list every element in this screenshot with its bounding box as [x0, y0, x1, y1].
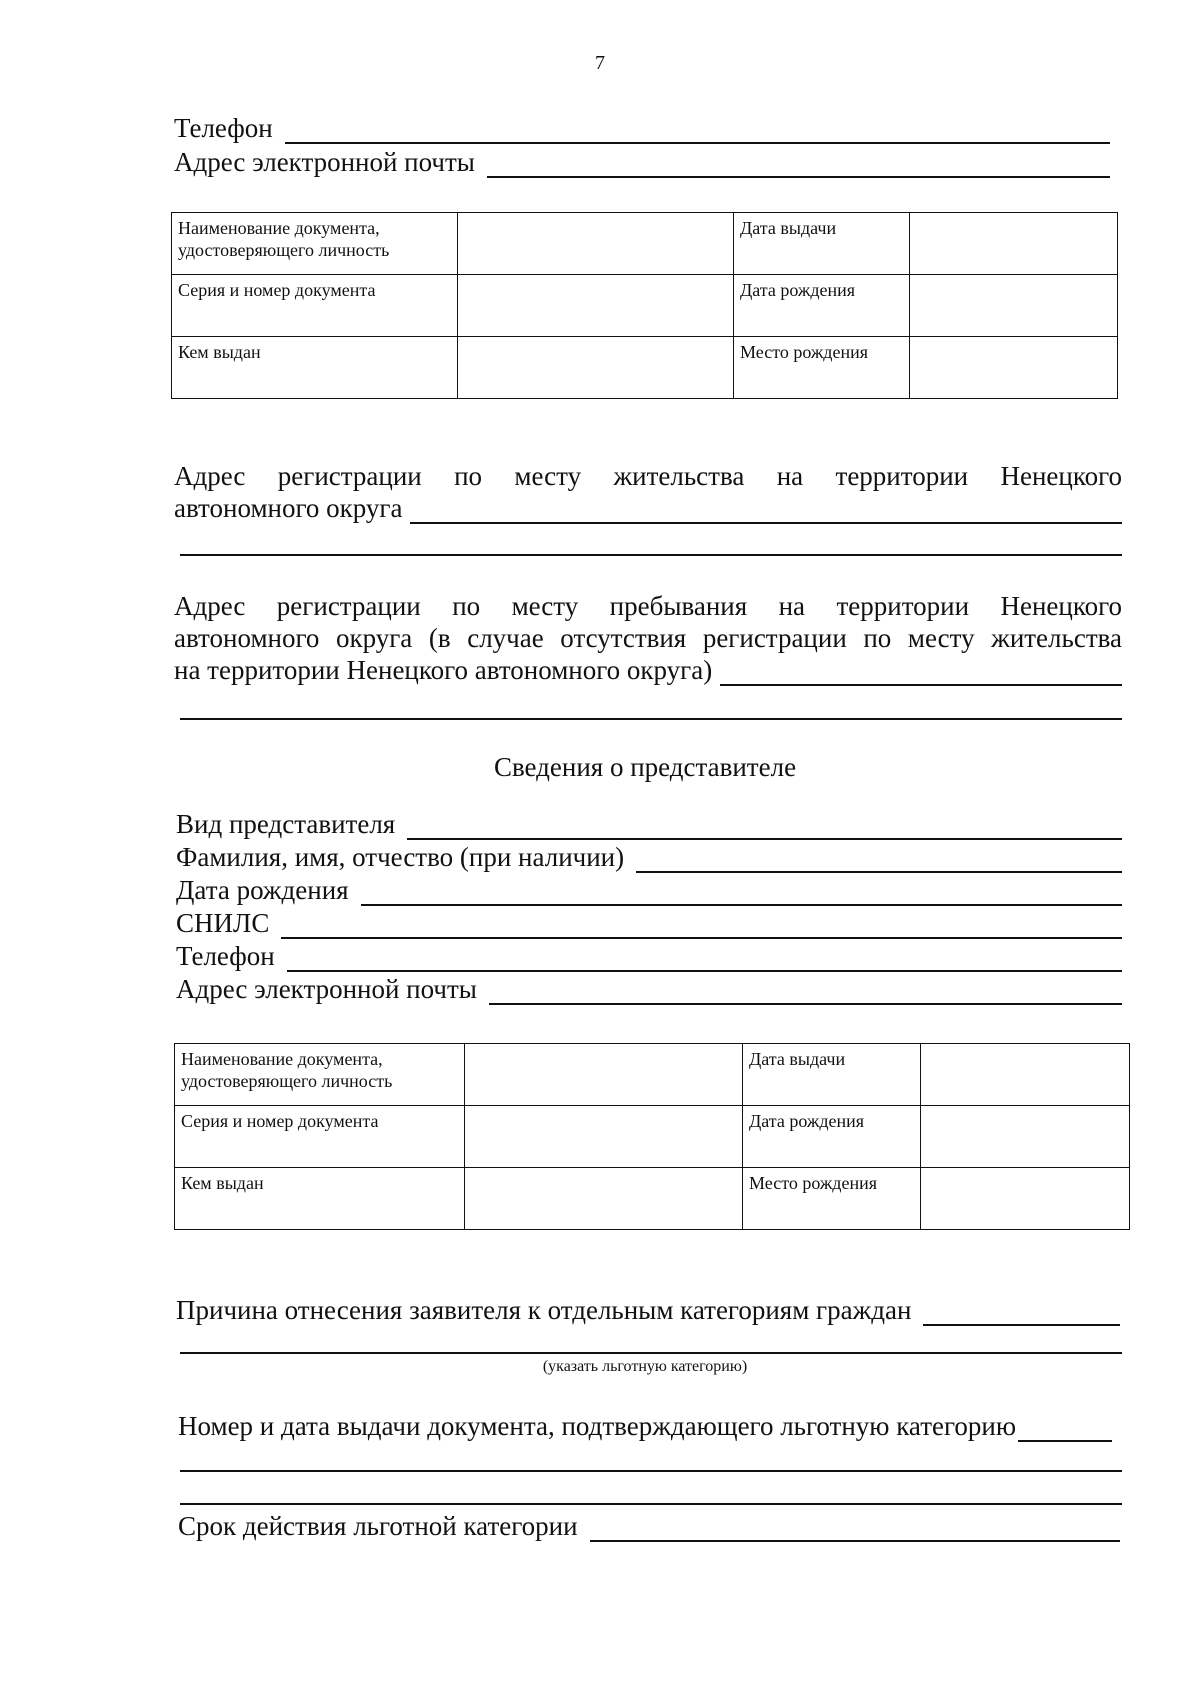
representative-email-label: Адрес электронной почты — [176, 974, 477, 1004]
applicant-phone-line[interactable] — [285, 120, 1110, 144]
category-reason-hint: (указать льготную категорию) — [542, 1358, 748, 1375]
representative-birth-field[interactable] — [176, 874, 1122, 906]
stay-address-line1: Адрес регистрации по месту пребывания на территории Ненецкого — [174, 591, 1122, 621]
table-cell-input[interactable] — [910, 213, 1118, 275]
representative-snils-label: СНИЛС — [176, 908, 270, 938]
table-cell-input[interactable] — [921, 1168, 1130, 1230]
table-cell-label: Дата выдачи — [743, 1044, 921, 1106]
applicant-email-line[interactable] — [487, 154, 1110, 178]
representative-type-label: Вид представителя — [176, 809, 396, 839]
representative-snils-field[interactable] — [176, 907, 1122, 939]
representative-type-field[interactable] — [176, 808, 1122, 840]
table-cell-input[interactable] — [458, 337, 734, 399]
category-doc-field[interactable] — [178, 1410, 1112, 1442]
category-doc-continuation-line-1[interactable] — [180, 1470, 1122, 1472]
applicant-email-label: Адрес электронной почты — [174, 147, 475, 177]
residence-address-continuation-line[interactable] — [180, 554, 1122, 556]
category-reason-line[interactable] — [923, 1302, 1120, 1326]
table-cell-label: Наименование документа, удостоверяющего личность — [175, 1044, 465, 1106]
table-cell-label: Дата рождения — [734, 275, 910, 337]
representative-type-line[interactable] — [407, 816, 1122, 840]
table-cell-label: Дата выдачи — [734, 213, 910, 275]
residence-address-line2: автономного округа — [174, 493, 403, 523]
table-cell-label: Кем выдан — [175, 1168, 465, 1230]
table-cell-input[interactable] — [465, 1106, 743, 1168]
table-cell-label: Наименование документа, удостоверяющего личность — [172, 213, 458, 275]
applicant-email-field[interactable] — [174, 146, 1110, 178]
table-cell-input[interactable] — [458, 275, 734, 337]
table-row — [175, 1044, 1130, 1106]
category-reason-label: Причина отнесения заявителя к отдельным категориям граждан — [176, 1295, 912, 1325]
table-cell-input[interactable] — [458, 213, 734, 275]
table-row — [175, 1106, 1130, 1168]
category-validity-line[interactable] — [590, 1518, 1120, 1542]
table-row — [172, 337, 1118, 399]
category-reason-continuation-line[interactable] — [180, 1352, 1122, 1354]
applicant-phone-field[interactable] — [174, 112, 1110, 144]
page-number: 7 — [595, 52, 605, 74]
table-cell-label: Серия и номер документа — [175, 1106, 465, 1168]
category-doc-line[interactable] — [1018, 1418, 1112, 1442]
category-validity-field[interactable] — [178, 1510, 1120, 1542]
stay-address-continuation-line[interactable] — [180, 718, 1122, 720]
category-reason-field[interactable] — [176, 1294, 1120, 1326]
table-cell-label: Место рождения — [734, 337, 910, 399]
applicant-id-table — [171, 212, 1118, 399]
residence-address-row[interactable] — [174, 492, 1122, 524]
representative-phone-field[interactable] — [176, 940, 1122, 972]
table-cell-input[interactable] — [921, 1106, 1130, 1168]
representative-snils-line[interactable] — [281, 915, 1122, 939]
representative-id-table — [174, 1043, 1130, 1230]
residence-address-input-line[interactable] — [410, 500, 1122, 524]
table-cell-label: Кем выдан — [172, 337, 458, 399]
stay-address-input-line[interactable] — [720, 662, 1122, 686]
residence-address-line1: Адрес регистрации по месту жительства на территории Ненецкого — [174, 461, 1122, 491]
table-cell-label: Дата рождения — [743, 1106, 921, 1168]
table-row — [172, 213, 1118, 275]
representative-phone-label: Телефон — [176, 941, 275, 971]
representative-name-field[interactable] — [176, 841, 1122, 873]
category-doc-continuation-line-2[interactable] — [180, 1503, 1122, 1505]
representative-email-line[interactable] — [489, 981, 1122, 1005]
category-validity-label: Срок действия льготной категории — [178, 1511, 578, 1541]
residence-address-block — [174, 460, 1122, 524]
table-cell-label: Место рождения — [743, 1168, 921, 1230]
table-cell-input[interactable] — [910, 275, 1118, 337]
table-cell-input[interactable] — [921, 1044, 1130, 1106]
stay-address-row[interactable] — [174, 654, 1122, 686]
representative-heading: Сведения о представителе — [493, 752, 797, 782]
representative-birth-label: Дата рождения — [176, 875, 349, 905]
table-row — [175, 1168, 1130, 1230]
representative-name-line[interactable] — [636, 849, 1122, 873]
table-cell-input[interactable] — [465, 1044, 743, 1106]
applicant-phone-label: Телефон — [174, 113, 273, 143]
table-cell-label: Серия и номер документа — [172, 275, 458, 337]
representative-phone-line[interactable] — [287, 948, 1122, 972]
stay-address-line3: на территории Ненецкого автономного округа) — [174, 655, 713, 685]
table-cell-input[interactable] — [910, 337, 1118, 399]
table-cell-input[interactable] — [465, 1168, 743, 1230]
table-row — [172, 275, 1118, 337]
category-doc-label: Номер и дата выдачи документа, подтверждающего льготную категорию — [178, 1411, 1017, 1441]
stay-address-block — [174, 590, 1122, 686]
stay-address-line2: автономного округа (в случае отсутствия регистрации по месту жительства — [174, 623, 1122, 653]
representative-birth-line[interactable] — [361, 882, 1122, 906]
representative-name-label: Фамилия, имя, отчество (при наличии) — [176, 842, 625, 872]
representative-email-field[interactable] — [176, 973, 1122, 1005]
